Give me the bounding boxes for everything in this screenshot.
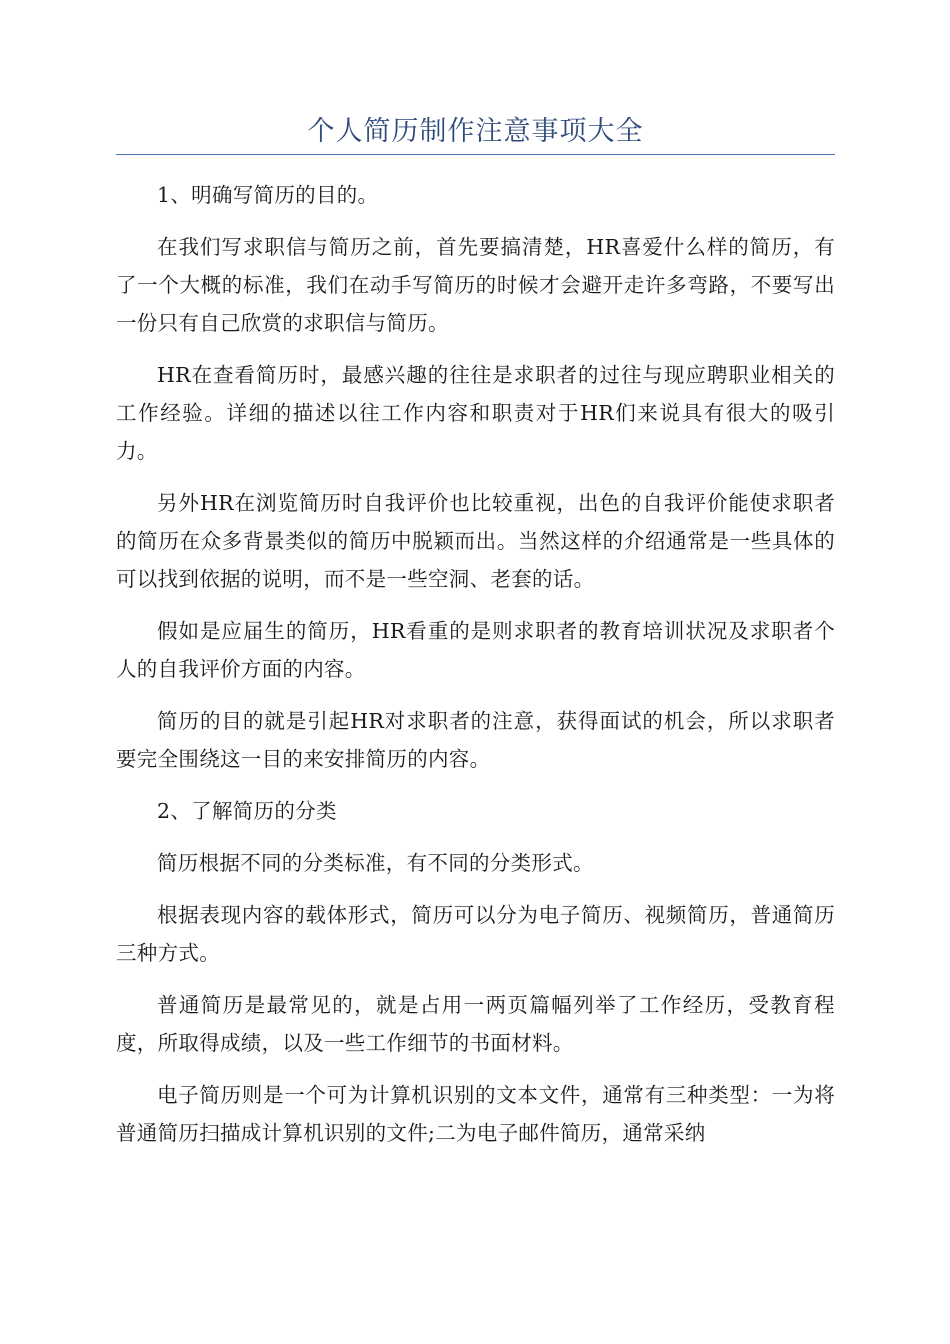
document-body — [116, 176, 835, 1166]
paragraph: 普通简历是最常见的，就是占用一两页篇幅列举了工作经历，受教育程度，所取得成绩，以及一些工作细节的书面材料。 — [116, 993, 835, 1055]
paragraph: 根据表现内容的载体形式，简历可以分为电子简历、视频简历，普通简历三种方式。 — [116, 903, 835, 965]
paragraph: 1、明确写简历的目的。 — [157, 183, 379, 207]
paragraph: 简历根据不同的分类标准，有不同的分类形式。 — [157, 851, 594, 875]
paragraph: HR在查看简历时，最感兴趣的往往是求职者的过往与现应聘职业相关的工作经验。详细的描述以往工作内容和职责对于HR们来说具有很大的吸引力。 — [116, 363, 835, 463]
page-title: 个人简历制作注意事项大全 — [307, 116, 644, 147]
paragraph: 电子简历则是一个可为计算机识别的文本文件，通常有三种类型：一为将普通简历扫描成计算机识别的文件;二为电子邮件简历，通常采纳 — [116, 1083, 835, 1145]
paragraph: 2、了解简历的分类 — [157, 799, 337, 823]
paragraph: 简历的目的就是引起HR对求职者的注意，获得面试的机会，所以求职者要完全围绕这一目的来安排简历的内容。 — [116, 709, 835, 771]
paragraph: 另外HR在浏览简历时自我评价也比较重视，出色的自我评价能使求职者的简历在众多背景类似的简历中脱颖而出。当然这样的介绍通常是一些具体的可以找到依据的说明，而不是一些空洞、老套的话。 — [116, 491, 835, 591]
paragraph: 假如是应届生的简历，HR看重的是则求职者的教育培训状况及求职者个人的自我评价方面的内容。 — [116, 619, 835, 681]
paragraph: 在我们写求职信与简历之前，首先要搞清楚，HR喜爱什么样的简历，有了一个大概的标准，我们在动手写简历的时候才会避开走许多弯路，不要写出一份只有自己欣赏的求职信与简历。 — [116, 235, 835, 335]
title-underline — [116, 154, 835, 155]
